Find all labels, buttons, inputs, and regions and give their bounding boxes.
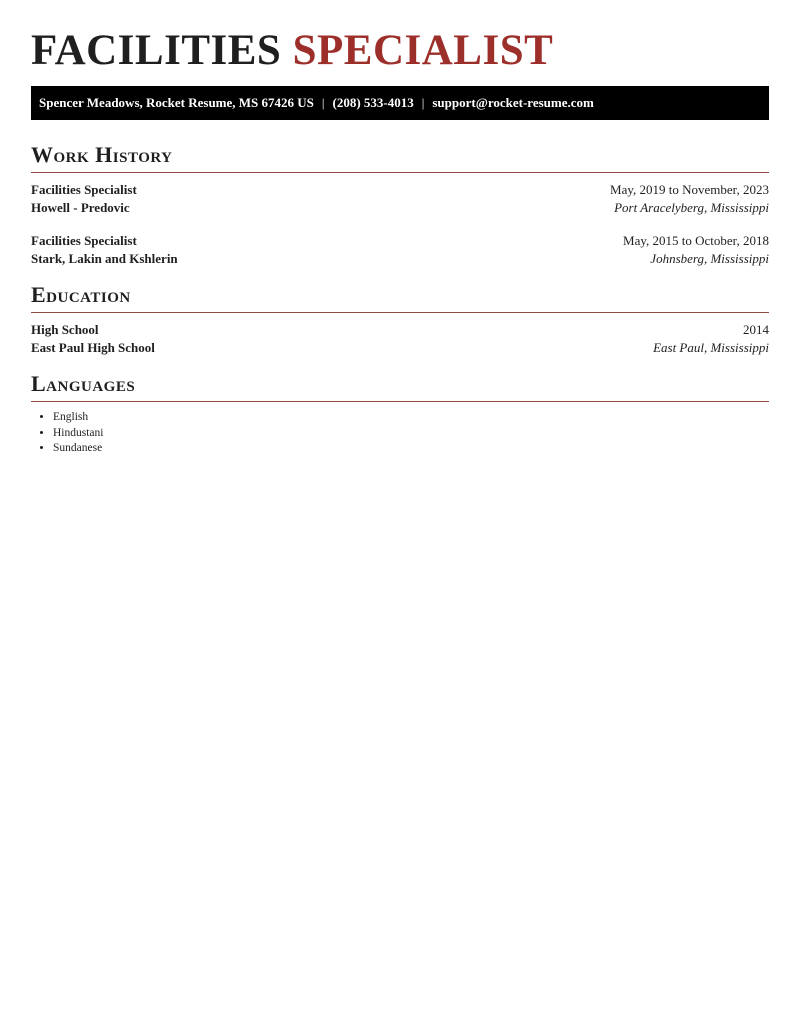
job-entry: [31, 232, 769, 268]
job-title: Facilities Specialist: [31, 182, 137, 197]
education-entry: [31, 321, 769, 357]
title-part-1: FACILITIES: [31, 27, 282, 74]
job-company: Howell - Predovic: [31, 200, 130, 215]
job-location: Port Aracelyberg, Mississippi: [614, 200, 769, 215]
languages-list: [31, 410, 769, 457]
section-divider: [31, 312, 769, 313]
language-item: • Hindustani: [53, 426, 769, 442]
section-heading-languages: Languages: [31, 371, 136, 396]
job-company: Stark, Lakin and Kshlerin: [31, 251, 178, 266]
contact-phone: (208) 533-4013: [332, 95, 414, 110]
contact-email: support@rocket-resume.com: [432, 95, 594, 110]
education-degree: High School: [31, 322, 99, 337]
language-item: • Sundanese: [53, 441, 769, 457]
resume-page: [31, 0, 769, 457]
job-dates: May, 2019 to November, 2023: [610, 182, 769, 197]
job-title: Facilities Specialist: [31, 233, 137, 248]
section-heading-work-history: Work History: [31, 142, 173, 167]
language-item: • English: [53, 410, 769, 426]
job-entry: [31, 181, 769, 217]
contact-separator: |: [421, 95, 425, 110]
resume-title: [31, 0, 769, 74]
work-history-section: [31, 142, 769, 268]
job-location: Johnsberg, Mississippi: [650, 251, 769, 266]
education-school: East Paul High School: [31, 340, 155, 355]
section-divider: [31, 172, 769, 173]
section-divider: [31, 401, 769, 402]
languages-section: [31, 371, 769, 457]
section-heading-education: Education: [31, 282, 131, 307]
contact-address: Spencer Meadows, Rocket Resume, MS 67426 US: [39, 95, 314, 110]
education-year: 2014: [743, 322, 769, 337]
education-section: [31, 282, 769, 357]
contact-separator: |: [321, 95, 325, 110]
job-dates: May, 2015 to October, 2018: [623, 233, 769, 248]
title-part-2: SPECIALIST: [292, 27, 554, 74]
contact-bar: [31, 86, 769, 120]
education-location: East Paul, Mississippi: [653, 340, 769, 355]
